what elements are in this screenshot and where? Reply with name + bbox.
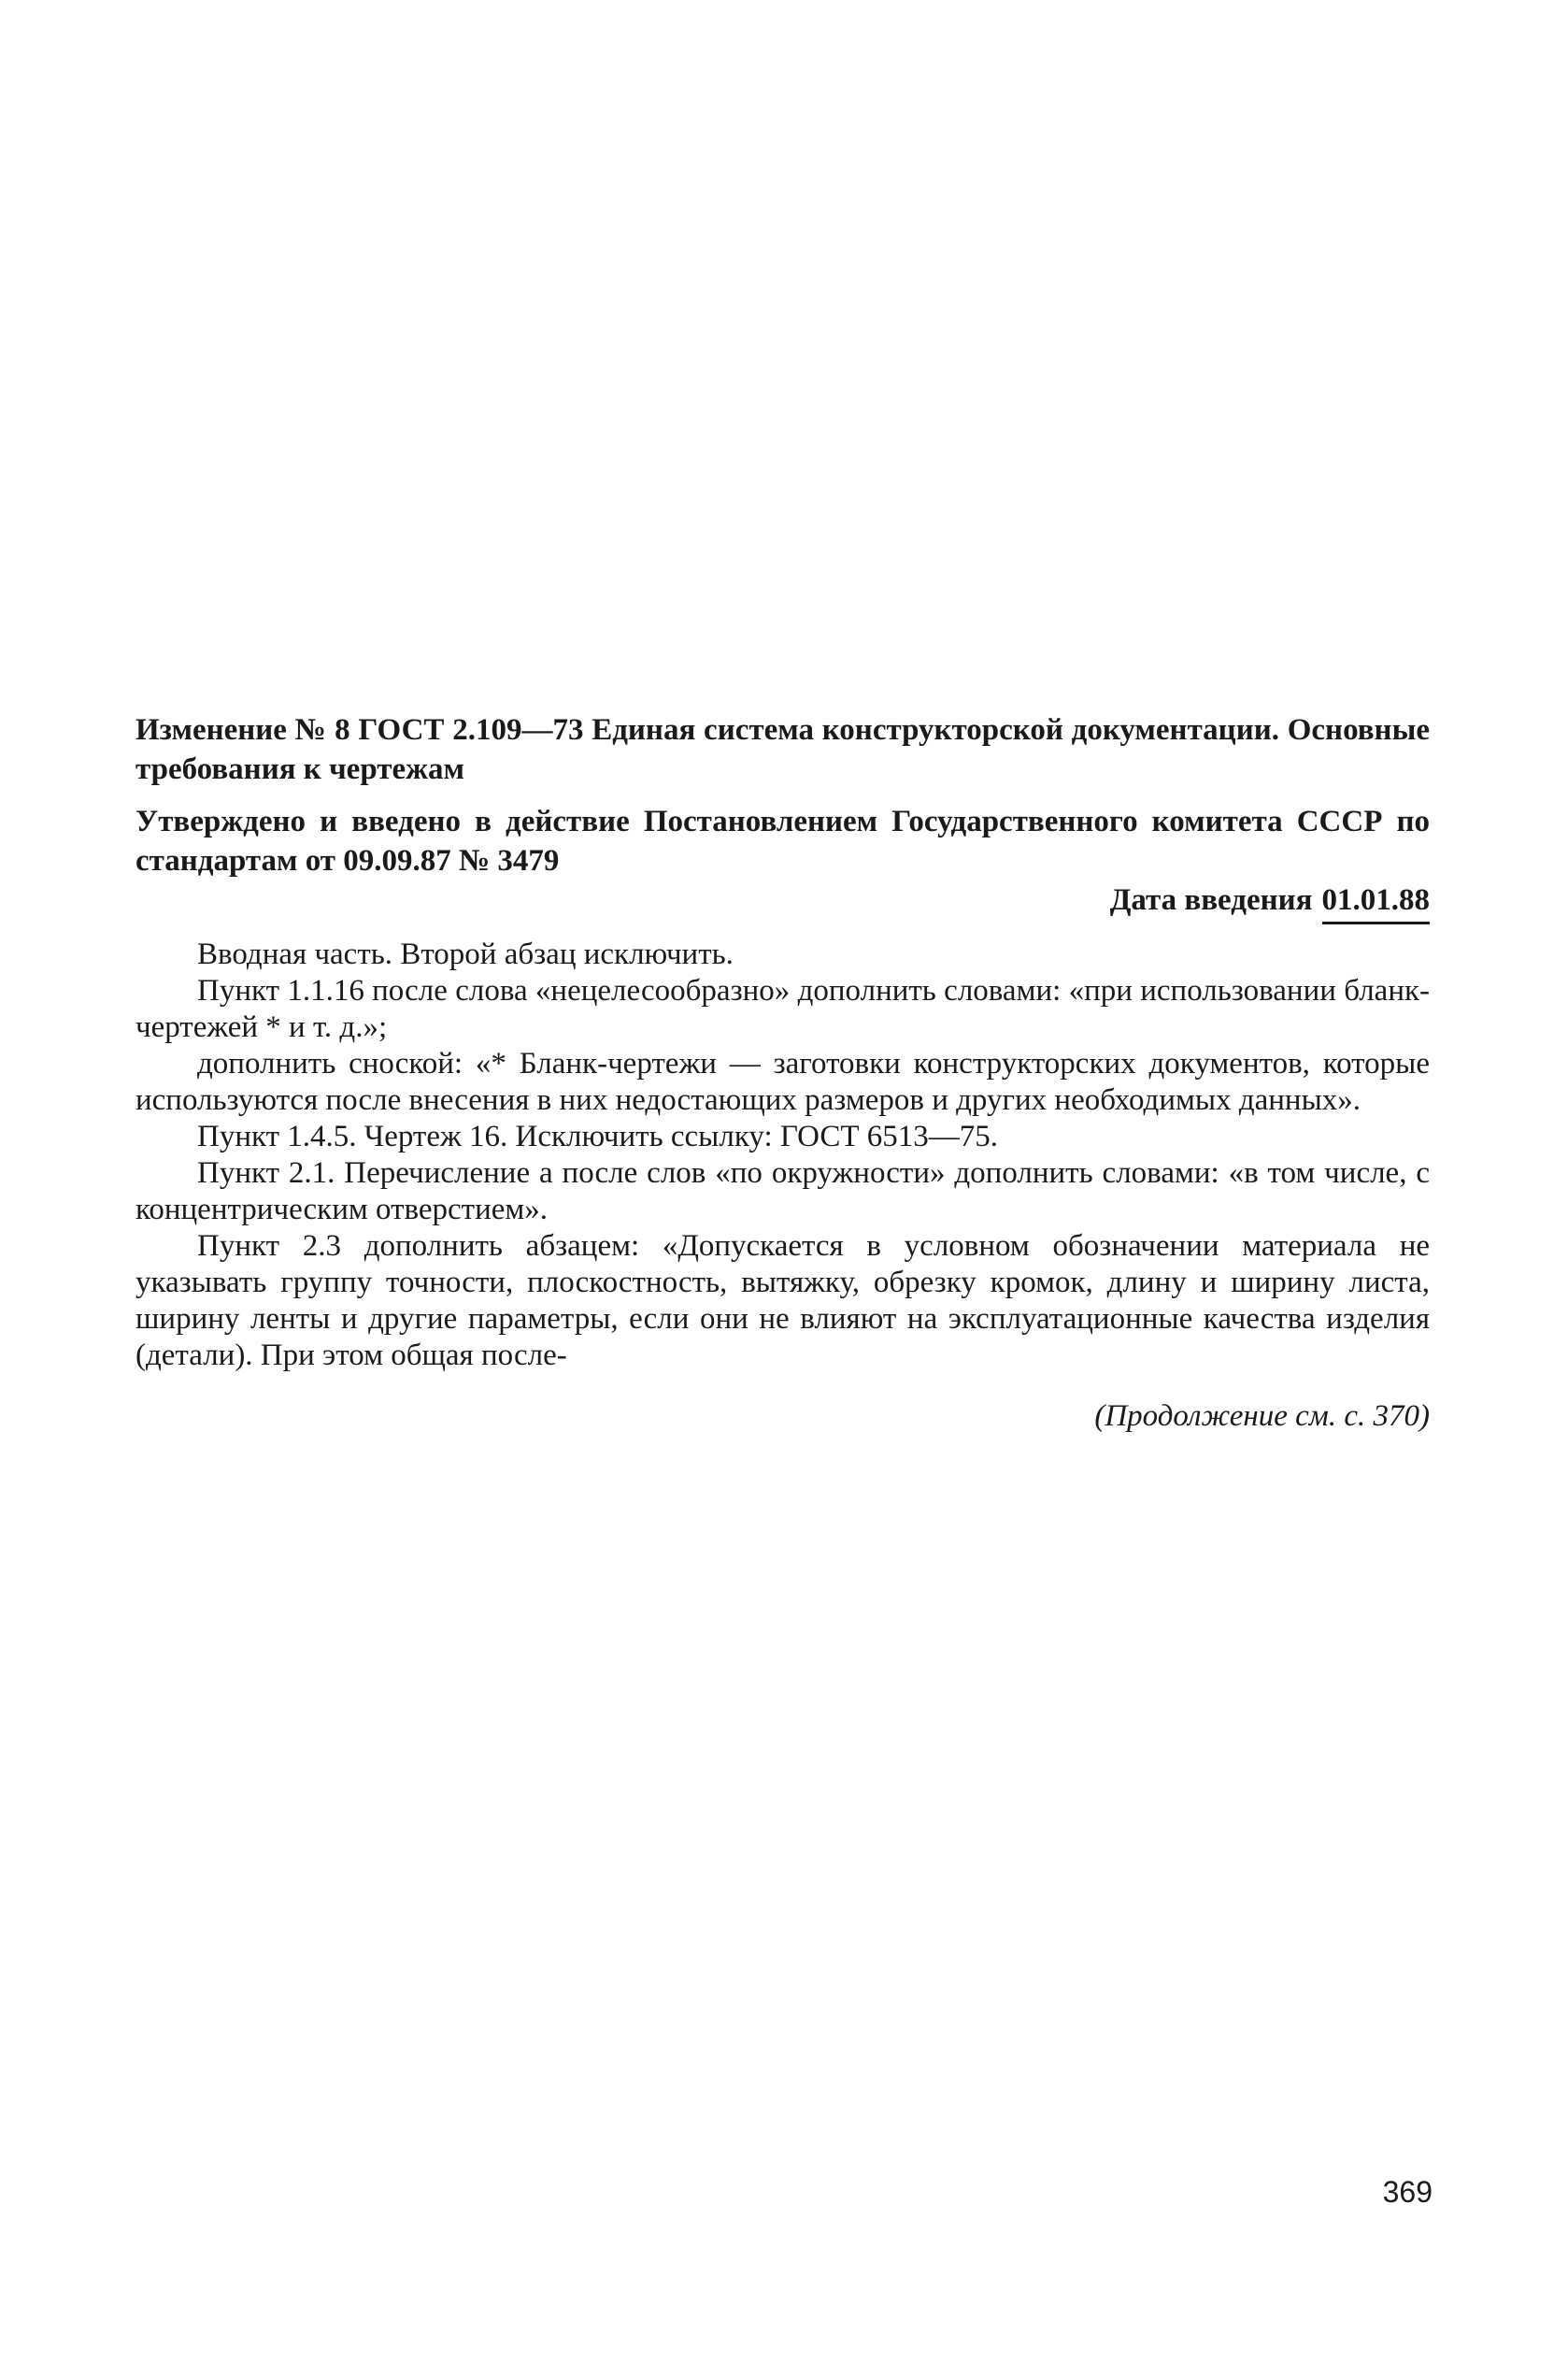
page-number: 369 xyxy=(1382,2175,1433,2209)
paragraph-2-1: Пункт 2.1. Перечисление а после слов «по окружности» дополнить словами: «в том числе, с концентрическим отверстием». xyxy=(135,1156,1430,1226)
amendment-body xyxy=(135,937,1430,1374)
document-heading: Изменение № 8 ГОСТ 2.109—73 Единая система конструкторской документации. Основные требования к чертежам xyxy=(135,713,1430,786)
date-label: Дата введения xyxy=(1109,883,1313,917)
introduction-date xyxy=(1110,880,1430,924)
paragraph-1-4-5: Пункт 1.4.5. Чертеж 16. Исключить ссылку: ГОСТ 6513—75. xyxy=(197,1120,999,1153)
date-value: 01.01.88 xyxy=(1322,880,1431,924)
paragraph-footnote: дополнить сноской: «* Бланк-чертежи — заготовки конструкторских документов, которые используются после внесения в них недостающих размеров и других необходимых данных». xyxy=(135,1047,1430,1117)
paragraph-intro: Вводная часть. Второй абзац исключить. xyxy=(197,938,734,971)
paragraph-2-3: Пункт 2.3 дополнить абзацем: «Допускается в условном обозначении материала не указывать группу точности, плоскостность, вытяжку, обрезку кромок, длину и ширину листа, ширину ленты и другие параметры, если они не влияют на эксплуатационные качества изделия (детали). При этом общая после- xyxy=(135,1229,1430,1372)
continuation-note: (Продолжение см. с. 370) xyxy=(1094,1399,1430,1433)
approval-statement: Утверждено и введено в действие Постановлением Государственного комитета СССР по стандартам от 09.09.87 № 3479 xyxy=(135,805,1430,878)
paragraph-1-1-16: Пункт 1.1.16 после слова «нецелесообразно» дополнить словами: «при использовании бланк-чертежей * и т. д.»; xyxy=(135,974,1430,1044)
